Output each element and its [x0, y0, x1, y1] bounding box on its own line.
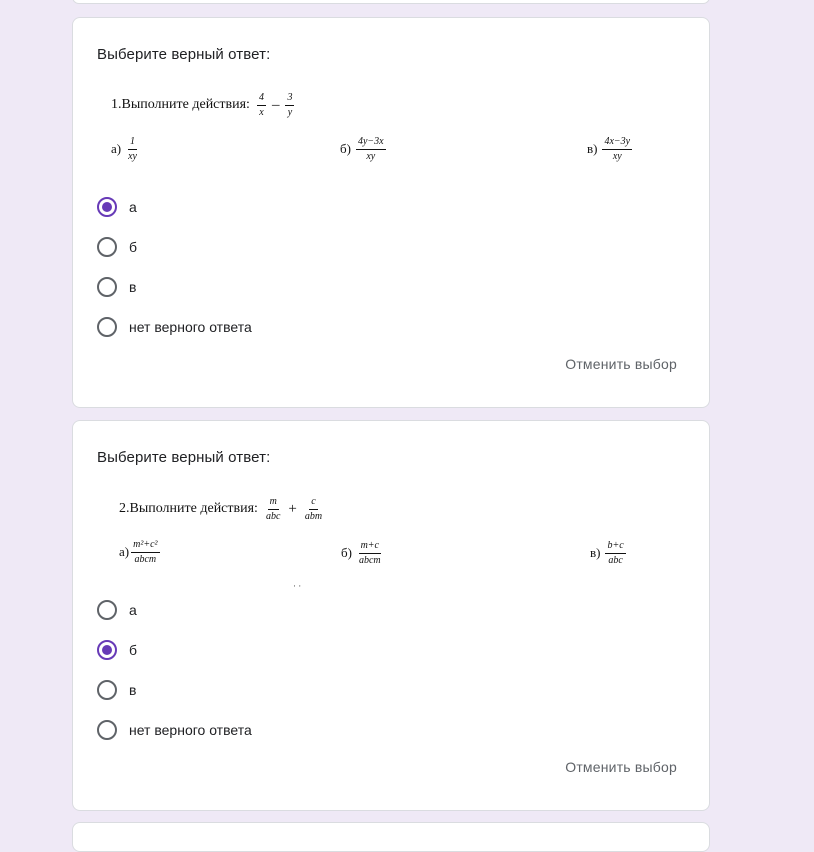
fraction: [356, 136, 386, 162]
fraction-denominator: abc: [265, 510, 281, 522]
radio-button[interactable]: [97, 600, 117, 620]
math-option-b: [341, 540, 385, 566]
fraction: [131, 539, 159, 565]
task-statement: [111, 92, 296, 118]
radio-button[interactable]: [97, 277, 117, 297]
fraction-numerator: 4: [257, 92, 266, 106]
option-letter: б): [341, 545, 352, 560]
next-question-card: [72, 822, 710, 852]
choice-c[interactable]: [97, 275, 136, 299]
question-title: Выберите верный ответ:: [97, 449, 271, 466]
fraction-denominator: xy: [366, 150, 376, 162]
choice-a[interactable]: [97, 598, 137, 622]
fraction-denominator: xy: [128, 150, 137, 162]
previous-question-card: [72, 0, 710, 4]
operator: +: [288, 500, 297, 517]
fraction-denominator: x: [259, 106, 264, 118]
fraction-numerator: 4x−3y: [602, 136, 632, 150]
fraction: [257, 92, 266, 118]
fraction: [126, 136, 139, 162]
question-card-2: [72, 420, 710, 811]
fraction-numerator: m²+c²: [131, 539, 159, 553]
radio-button[interactable]: [97, 317, 117, 337]
radio-button[interactable]: [97, 237, 117, 257]
option-letter: в): [590, 545, 601, 560]
fraction: [602, 136, 632, 162]
choice-label: в: [129, 682, 137, 698]
fraction-numerator: 3: [285, 92, 294, 106]
choice-none[interactable]: [97, 718, 252, 742]
math-option-c: [587, 136, 634, 162]
option-letter: б): [340, 141, 351, 156]
question-card-1: [72, 17, 710, 408]
fraction: [605, 540, 625, 566]
fraction-denominator: xy: [612, 150, 622, 162]
fraction: [264, 496, 282, 522]
choice-label: а: [129, 199, 137, 215]
clear-selection-button[interactable]: Отменить выбор: [565, 356, 677, 372]
fraction-numerator: m+c: [359, 540, 381, 554]
choice-b[interactable]: [97, 235, 137, 259]
task-statement: [119, 496, 326, 522]
fraction-denominator: abc: [608, 554, 623, 566]
math-option-a: [111, 136, 141, 162]
choice-label: б: [129, 239, 138, 255]
choice-label: нет верного ответа: [129, 722, 252, 738]
choice-c[interactable]: [97, 678, 136, 702]
choice-label: б: [129, 642, 138, 658]
fraction: [285, 92, 294, 118]
fraction-numerator: m: [268, 496, 279, 510]
clear-selection-button[interactable]: Отменить выбор: [565, 759, 677, 775]
choice-label: нет верного ответа: [129, 319, 252, 335]
task-text: 1.Выполните действия:: [111, 97, 250, 112]
choice-a[interactable]: [97, 195, 137, 219]
radio-button[interactable]: [97, 720, 117, 740]
operator: –: [271, 96, 280, 113]
fraction-denominator: y: [287, 106, 293, 118]
radio-button[interactable]: [97, 680, 117, 700]
question-title: Выберите верный ответ:: [97, 46, 271, 63]
task-text: 2.Выполните действия:: [119, 501, 258, 516]
option-letter: в): [587, 141, 598, 156]
fraction-numerator: b+c: [605, 540, 625, 554]
option-letter: а): [119, 544, 130, 559]
math-option-b: [340, 136, 388, 162]
fraction-denominator: abcm: [358, 554, 381, 566]
choice-label: а: [129, 602, 137, 618]
radio-button[interactable]: [97, 197, 117, 217]
math-option-a: [119, 539, 162, 565]
choice-label: в: [129, 279, 137, 295]
scan-artifact: · ·: [293, 581, 302, 591]
radio-button[interactable]: [97, 640, 117, 660]
fraction: [303, 496, 324, 522]
fraction-denominator: abcm: [134, 553, 157, 565]
fraction: [357, 540, 383, 566]
fraction-numerator: c: [309, 496, 317, 510]
fraction-numerator: 4y−3x: [356, 136, 386, 150]
option-letter: а): [111, 141, 122, 156]
fraction-numerator: 1: [128, 136, 137, 150]
math-option-c: [590, 540, 628, 566]
fraction-denominator: abm: [304, 510, 323, 522]
choice-b[interactable]: [97, 638, 137, 662]
choice-none[interactable]: [97, 315, 252, 339]
